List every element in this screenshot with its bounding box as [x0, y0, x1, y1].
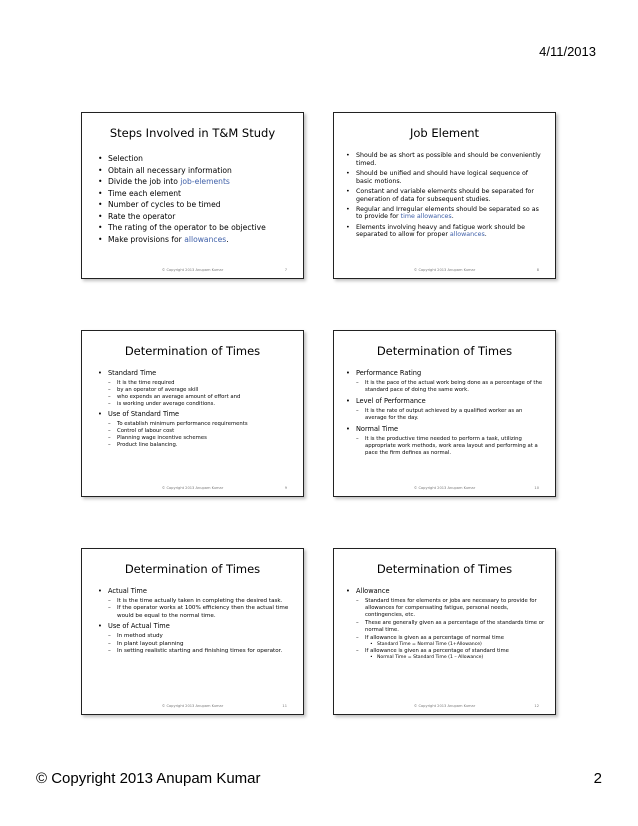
bullet-item: • Use of Actual Time	[98, 622, 170, 631]
bullet-item: • Level of Performance	[346, 396, 426, 405]
bullet-item: • Obtain all necessary information	[98, 165, 232, 175]
bullet-item: • Normal Time	[346, 424, 399, 433]
slide-title: Job Element	[410, 126, 479, 140]
slide-determination-standard-time: Determination of Times • Standard Time – It is the time required – by an operator of average skill – who expends an average amount of effort and – is working under average conditions. • Use of Standard Time – To establish minimum performance requirements – Control of labour cost – Planning wage incentive schemes – Product line balancing. © Copyright 2013 Anupam Kumar 9	[81, 330, 304, 497]
sub-bullet: – In setting realistic starting and finishing times for operator.	[108, 648, 283, 655]
slide-title: Steps Involved in T&M Study	[109, 126, 276, 140]
highlight-term: allowances	[449, 231, 485, 239]
sub-bullet: – It is the productive time needed to perform a task, utilizing appropriate work methods, work area layout and performing at a pace the firm defines as normal.	[356, 435, 538, 456]
bullet-item: • Should be unified and should have logical sequence of basic motions.	[346, 169, 529, 185]
bullet-item: • Divide the job into job-elements	[98, 177, 230, 186]
slide-title: Determination of Times	[376, 562, 513, 576]
bullet-item: • Rate the operator	[98, 211, 176, 221]
sub-bullet: – In method study	[108, 633, 163, 640]
page-date: 4/11/2013	[539, 44, 596, 59]
slide-title: Determination of Times	[124, 344, 261, 358]
slide-determination-actual-time: Determination of Times • Actual Time – It is the time actually taken in completing the desired task. – If the operator works at 100% efficiency then the actual time would be equal to the normal time. • Use of Actual Time – In method study – In plant layout planning – In setting realistic starting and finishing times for operator. © Copyright 2013 Anupam Kumar 11	[81, 548, 304, 715]
sub-bullet: – It is the time actually taken in completing the desired task.	[108, 597, 283, 604]
page-number: 2	[593, 770, 602, 787]
bullet-item: • Standard Time	[98, 369, 157, 377]
sub-bullet: – Control of labour cost	[108, 427, 175, 434]
bullet-item: • Make provisions for allowances.	[98, 234, 229, 244]
slide-title: Determination of Times	[124, 562, 261, 576]
sub-bullet: – Planning wage incentive schemes	[108, 434, 207, 441]
highlight-term: allowances	[184, 234, 227, 244]
highlight-term: time allowances	[400, 213, 452, 221]
bullet-item: • Use of Standard Time	[98, 409, 180, 418]
bullet-item: • Time each element	[98, 188, 182, 198]
page-copyright: © Copyright 2013 Anupam Kumar	[36, 770, 261, 787]
bullet-item: • Selection	[98, 154, 143, 163]
sub-bullet: – Standard times for elements or jobs are necessary to provide for allowances for compensating fatigue, personal needs, contingencies, etc.	[356, 597, 537, 618]
highlight-term: job-elements	[180, 177, 230, 186]
sub-bullet: – It is the time required	[108, 379, 175, 386]
sub-bullet: – by an operator of average skill	[108, 386, 199, 393]
sub-bullet: – Product line balancing.	[108, 441, 178, 448]
sub-bullet: – If allowance is given as a percentage of standard time	[356, 648, 509, 655]
bullet-item: • Regular and Irregular elements should be separated so as to provide for time allowances.	[346, 205, 539, 221]
bullet-item: • Performance Rating	[346, 369, 422, 377]
bullet-item: • Constant and variable elements should be separated for generation of data for subsequent studies.	[346, 187, 535, 203]
bullet-item: • Should be as short as possible and should be conveniently timed.	[346, 152, 541, 167]
sub-bullet: – In plant layout planning	[108, 640, 184, 647]
formula-bullet: • Normal Time = Standard Time (1 – Allowance)	[370, 655, 484, 661]
slide-steps-involved: Steps Involved in T&M Study • Selection • Obtain all necessary information • Divide the job into job-elements • Time each element • Number of cycles to be timed • Rate the operator • The rating of the operator to be objective • Make provisions for allowances. © Copyright 2013 Anupam Kumar 7	[81, 112, 304, 279]
sub-bullet: – It is the rate of output achieved by a qualified worker as an average for the day.	[356, 407, 523, 421]
slide-determination-performance: Determination of Times • Performance Rating – It is the pace of the actual work being done as a percentage of the standard pace of doing the same work. • Level of Performance – It is the rate of output achieved by a qualified worker as an average for the day. • Normal Time – It is the productive time needed to perform a task, utilizing appropriate work methods, work area layout and performing at a pace the firm defines as normal. © Copyright 2013 Anupam Kumar 10	[333, 330, 556, 497]
sub-bullet: – who expends an average amount of effort and	[108, 393, 241, 400]
sub-bullet: – These are generally given as a percentage of the standards time or normal time.	[356, 619, 545, 633]
bullet-item: • The rating of the operator to be objective	[98, 223, 266, 232]
sub-bullet: – To establish minimum performance requirements	[108, 420, 248, 427]
bullet-item: • Number of cycles to be timed	[98, 200, 221, 209]
bullet-item: • Actual Time	[98, 587, 147, 595]
sub-bullet: – is working under average conditions.	[108, 400, 216, 407]
sub-bullet: – If the operator works at 100% efficiency then the actual time would be equal to the normal time.	[108, 605, 289, 619]
bullet-item: • Allowance	[346, 587, 390, 595]
slide-job-element: Job Element • Should be as short as possible and should be conveniently timed. • Should be unified and should have logical sequence of basic motions. • Constant and variable elements should be separated for generation of data for subsequent studies. • Regular and Irregular elements should be separated so as to provide for time allowances. • Elements involving heavy and fatigue work should be separated to allow for proper allowances. © Copyright 2013 Anupam Kumar 8	[333, 112, 556, 279]
slide-title: Determination of Times	[376, 344, 513, 358]
sub-bullet: – It is the pace of the actual work being done as a percentage of the standard pace of doing the same work.	[356, 379, 543, 393]
sub-bullet: – If allowance is given as a percentage of normal time	[356, 634, 504, 641]
formula-bullet: • Standard Time = Normal Time (1+Allowance)	[370, 641, 482, 647]
slide-determination-allowance: Determination of Times • Allowance – Standard times for elements or jobs are necessary to provide for allowances for compensating fatigue, personal needs, contingencies, etc. – These are generally given as a percentage of the standards time or normal time. – If allowance is given as a percentage of normal time • Standard Time = Normal Time (1+Allowance) – If allowance is given as a percentage of standard time • Normal Time = Standard Time (1 – Allowance) © Copyright 2013 Anupam Kumar 12	[333, 548, 556, 715]
bullet-item: • Elements involving heavy and fatigue work should be separated to allow for proper allowances.	[346, 223, 526, 239]
